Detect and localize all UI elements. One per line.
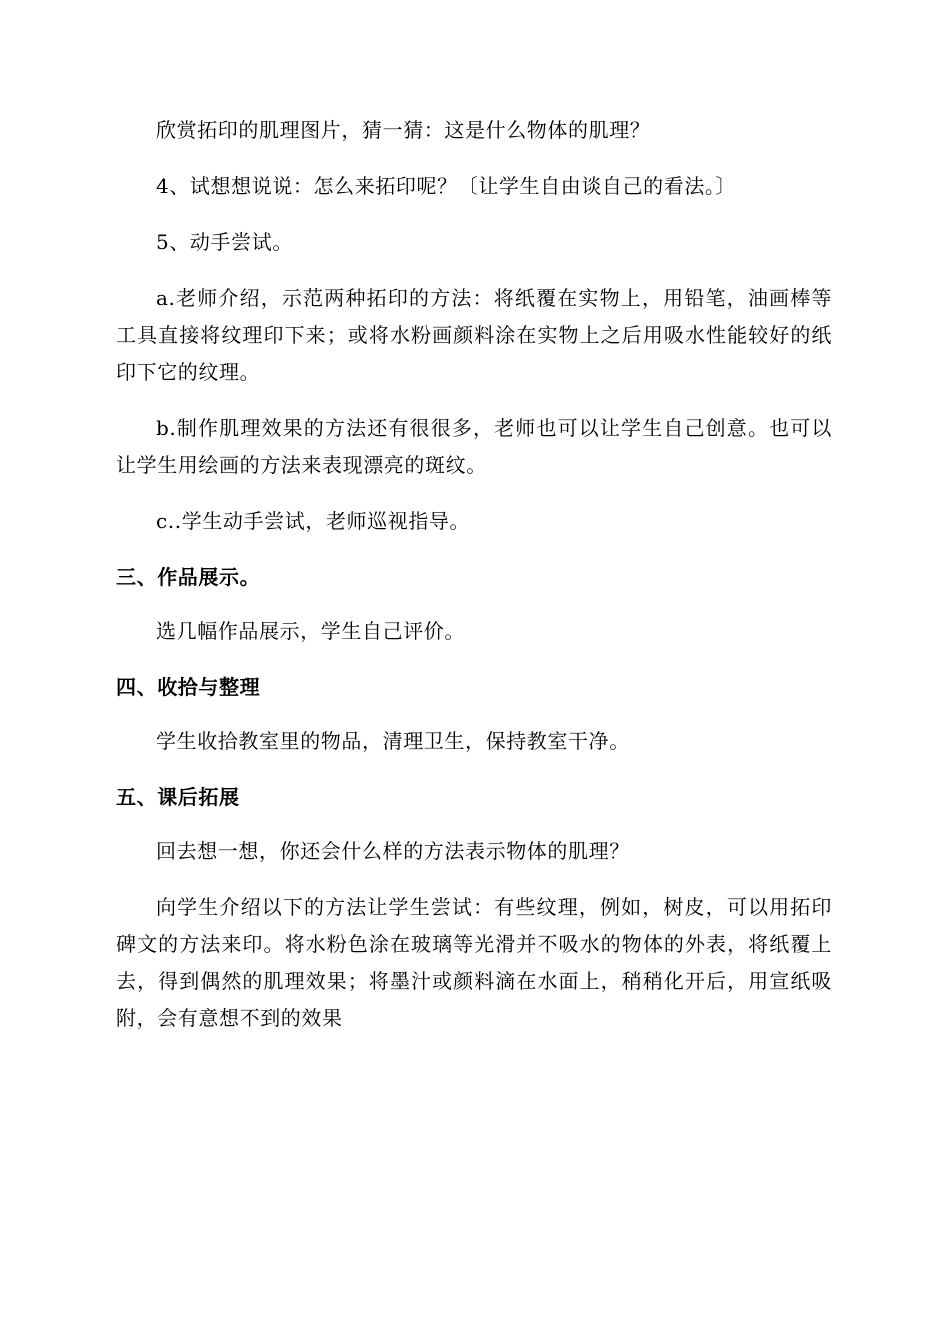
paragraph-extension-methods: 向学生介绍以下的方法让学生尝试：有些纹理，例如，树皮，可以用拓印碑文的方法来印。将水粉色涂在玻璃等光滑并不吸水的物体的外表，将纸覆上去，得到偶然的肌理效果；将墨汁或颜料滴在水面上，稍稍化开后，用宣纸吸附，会有意想不到的效果 (116, 895, 832, 1030)
paragraph-item-c-practice: c..学生动手尝试，老师巡视指导。 (156, 509, 471, 533)
paragraph-item-a-methods: a.老师介绍，示范两种拓印的方法：将纸覆在实物上，用铅笔，油画棒等工具直接将纹理印下来；或将水粉画颜料涂在实物上之后用吸水性能较好的纸印下它的纹理。 (116, 286, 832, 384)
paragraph-extension-question: 回去想一想，你还会什么样的方法表示物体的肌理？ (156, 839, 630, 863)
section-heading-work-display: 三、作品展示。 (116, 565, 261, 589)
paragraph-appreciate-rubbings: 欣赏拓印的肌理图片，猜一猜：这是什么物体的肌理？ (156, 118, 651, 142)
document-body (116, 112, 832, 1056)
paragraph-step-5-try: 5、动手尝试。 (156, 230, 293, 254)
paragraph-work-display: 选几幅作品展示，学生自己评价。 (156, 619, 465, 643)
section-heading-extension: 五、课后拓展 (116, 785, 240, 809)
section-heading-cleanup: 四、收拾与整理 (116, 675, 261, 699)
paragraph-item-b-more-methods: b.制作肌理效果的方法还有很很多，老师也可以让学生自己创意。也可以让学生用绘画的方法来表现漂亮的斑纹。 (116, 416, 832, 477)
paragraph-step-4-discussion: 4、试想想说说：怎么来拓印呢？〔让学生自由谈自己的看法。〕 (156, 174, 737, 198)
paragraph-cleanup: 学生收拾教室里的物品，清理卫生，保持教室干净。 (156, 729, 630, 753)
